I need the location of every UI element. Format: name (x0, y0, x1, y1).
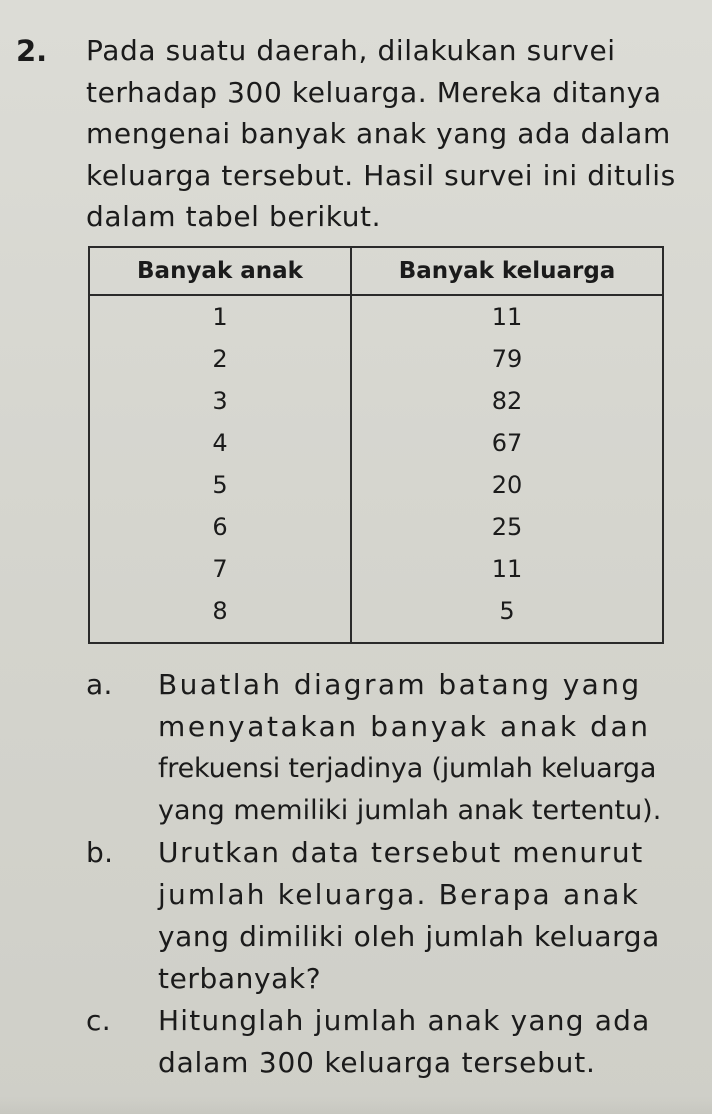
subquestion-line: Buatlah diagram batang yang (158, 668, 642, 701)
subquestion-line: dalam 300 keluarga tersebut. (158, 1046, 596, 1079)
table-header-row (89, 247, 663, 295)
table-row (89, 506, 663, 548)
question-intro (86, 30, 696, 238)
intro-line: terhadap 300 keluarga. Mereka ditanya (86, 75, 662, 109)
cell-banyak-anak: 2 (89, 338, 351, 380)
cell-banyak-keluarga: 11 (491, 555, 523, 583)
intro-line: Pada suatu daerah, dilakukan survei (86, 34, 616, 67)
cell-banyak-anak: 5 (89, 464, 351, 506)
subquestion-text (158, 664, 696, 832)
table-row (89, 295, 663, 338)
subquestion-line: frekuensi terjadinya (jumlah keluarga (158, 753, 657, 784)
subquestion-line: jumlah keluarga. Berapa anak (158, 878, 641, 911)
subquestion-line: Hitunglah jumlah anak yang ada (158, 1004, 651, 1037)
intro-line: keluarga tersebut. Hasil survei ini ditulis (86, 158, 676, 192)
subquestion-letter: c. (86, 1004, 112, 1037)
cell-banyak-anak: 7 (89, 548, 351, 590)
subquestion-line: Urutkan data tersebut menurut (158, 836, 644, 869)
table-row (89, 548, 663, 590)
table-row (89, 380, 663, 422)
subquestion-letter: b. (86, 836, 114, 869)
subquestion-line: terbanyak? (158, 962, 322, 995)
cell-banyak-keluarga: 11 (491, 303, 523, 331)
cell-banyak-keluarga: 79 (491, 345, 523, 373)
subquestion-line: yang dimiliki oleh jumlah keluarga (158, 920, 660, 953)
cell-banyak-anak: 1 (89, 295, 351, 338)
cell-banyak-keluarga: 20 (491, 471, 523, 499)
subquestion-letter: a. (86, 668, 113, 701)
cell-banyak-keluarga: 5 (499, 597, 515, 625)
subquestion-text (158, 832, 696, 1000)
cell-banyak-anak: 8 (89, 590, 351, 643)
intro-line: mengenai banyak anak yang ada dalam (86, 117, 671, 150)
table-row (89, 590, 663, 643)
header-banyak-keluarga: Banyak keluarga (351, 247, 663, 295)
table-row (89, 422, 663, 464)
table-row (89, 464, 663, 506)
survey-table (88, 246, 664, 644)
subquestion-line: yang memiliki jumlah anak tertentu). (158, 795, 662, 826)
subquestion-line: menyatakan banyak anak dan (158, 710, 651, 743)
cell-banyak-anak: 3 (89, 380, 351, 422)
question-number: 2. (16, 34, 48, 68)
table-row (89, 338, 663, 380)
cell-banyak-anak: 6 (89, 506, 351, 548)
subquestion-text (158, 1000, 696, 1084)
cell-banyak-keluarga: 67 (491, 429, 523, 457)
header-banyak-anak: Banyak anak (89, 247, 351, 295)
cell-banyak-keluarga: 82 (491, 387, 523, 415)
intro-line: dalam tabel berikut. (86, 200, 382, 233)
page-edge-shadow (0, 1096, 712, 1114)
cell-banyak-keluarga: 25 (491, 513, 523, 541)
cell-banyak-anak: 4 (89, 422, 351, 464)
